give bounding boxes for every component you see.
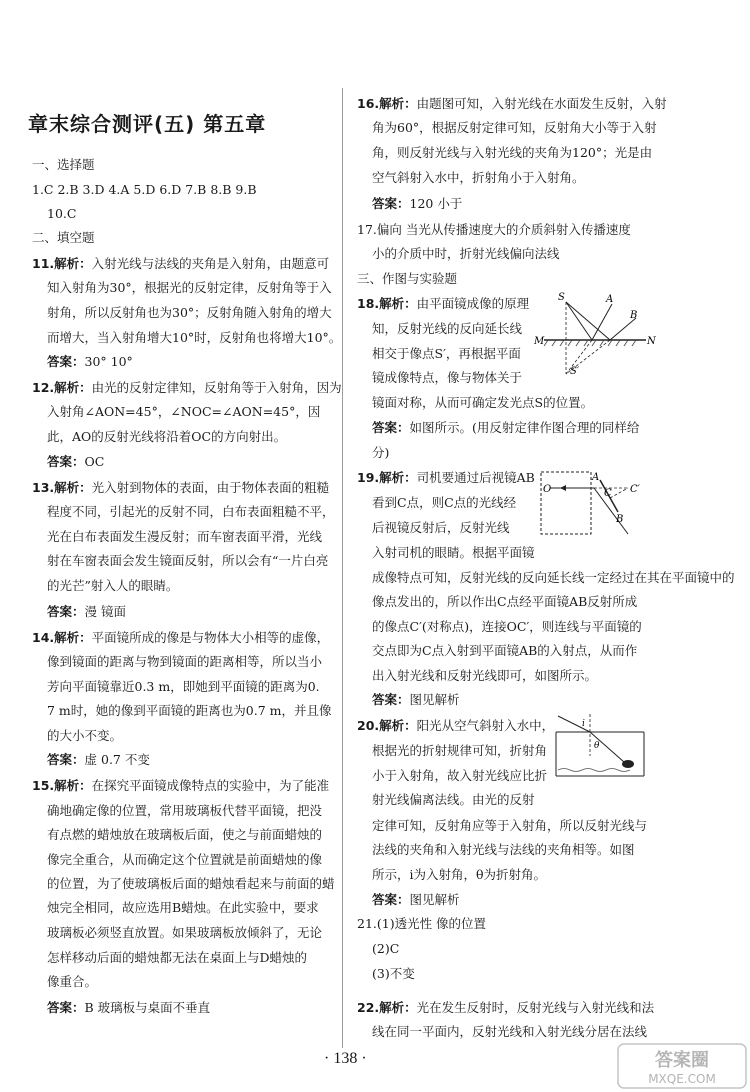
right-text-line: 答案：图见解析 <box>372 692 460 707</box>
fig19-label-c-prime: C′ <box>630 484 640 495</box>
page-number: · 138 · <box>324 1050 367 1067</box>
figure-18-mirror-diagram <box>534 288 656 376</box>
right-text-line: 交点即为C点入射到平面镜AB的入射点，从而作 <box>372 643 638 658</box>
right-text-line: 线在同一平面内，反射光线和入射光线分居在法线 <box>372 1024 648 1039</box>
left-text-line: 芳向平面镜靠近0.3 m，即她到平面镜的距离为0. <box>47 679 320 694</box>
left-text-line: 射在车窗表面会发生镜面反射，所以会有“一片白亮 <box>47 553 329 568</box>
watermark-top-text: 答案圈 <box>655 1050 709 1071</box>
left-text-line: 有点燃的蜡烛放在玻璃板后面，使之与前面蜡烛的 <box>47 827 323 842</box>
right-text-line: 小的介质中时，折射光线偏向法线 <box>372 246 560 261</box>
left-text-line: 7 m时，她的像到平面镜的距离也为0.7 m，并且像 <box>47 703 332 718</box>
fig18-label-s-prime: S′ <box>570 366 580 376</box>
left-text-line: 二、填空题 <box>32 230 95 245</box>
right-text-line: 角为60°，根据反射定律可知，反射角大小等于入射 <box>372 120 657 135</box>
left-text-line: 怎样移动后面的蜡烛都无法在桌面上与D蜡烛的 <box>47 950 308 965</box>
right-text-line: 相交于像点S′，再根据平面 <box>372 346 521 361</box>
right-text-line: 入射司机的眼睛。根据平面镜 <box>372 545 535 560</box>
right-text-line: 知，反射光线的反向延长线 <box>372 321 523 336</box>
right-text-line: 22.解析：光在发生反射时，反射光线与入射光线和法 <box>357 1000 655 1015</box>
right-text-line: 出入射光线和反射光线即可，如图所示。 <box>372 668 598 683</box>
fig20-label-theta: θ <box>594 741 600 751</box>
right-text-line: 答案：图见解析 <box>372 892 460 907</box>
fig18-label-b: B <box>630 310 638 321</box>
right-text-line: 定律可知，反射角应等于入射角，所以反射光线与 <box>372 818 648 833</box>
left-text-line: 像重合。 <box>47 974 98 989</box>
left-text-line: 14.解析：平面镜所成的像是与物体大小相等的虚像， <box>32 630 330 645</box>
left-text-line: 程度不同，引起光的反射不同，白布表面粗糙不平， <box>47 504 335 519</box>
left-text-line: 一、选择题 <box>32 157 95 172</box>
left-text-line: 12.解析：由光的反射定律知，反射角等于入射角，因为 <box>32 380 342 395</box>
left-text-line: 玻璃板必须竖直放置。如果玻璃板放倾斜了，无论 <box>47 925 323 940</box>
right-text-line: 的像点C′(对称点)，连接OC′，则连线与平面镜的 <box>372 619 642 634</box>
left-text-line: 确地确定像的位置，常用玻璃板代替平面镜，把没 <box>47 803 323 818</box>
left-text-line: 光在白布表面发生漫反射；而车窗表面平滑，光线 <box>47 529 323 544</box>
right-text-line: 三、作图与实验题 <box>357 271 458 286</box>
left-text-line: 烛完全相同，故应选用B蜡烛。在此实验中，要求 <box>47 900 319 915</box>
right-text-line: 21.(1)透光性 像的位置 <box>357 916 487 931</box>
fig18-label-n: N <box>647 336 656 347</box>
right-text-line: (3)不变 <box>372 966 415 981</box>
left-text-line: 答案：虚 0.7 不变 <box>47 752 150 767</box>
right-text-line: 根据光的折射规律可知，折射角 <box>372 743 548 758</box>
left-text-line: 15.解析：在探究平面镜成像特点的实验中，为了能准 <box>32 778 330 793</box>
left-text-line: 11.解析：入射光线与法线的夹角是入射角，由题意可 <box>32 256 330 271</box>
right-text-line: 答案：如图所示。(用反射定律作图合理的同样给 <box>372 420 640 435</box>
right-text-line: 小于入射角，故入射光线应比折 <box>372 768 548 783</box>
left-text-line: 1.C 2.B 3.D 4.A 5.D 6.D 7.B 8.B 9.B <box>32 182 257 197</box>
left-text-line: 射角，所以反射角也为30°；反射角随入射角的增大 <box>47 305 332 320</box>
right-text-line: 角，则反射光线与入射光线的夹角为120°；光是由 <box>372 145 653 160</box>
left-text-line: 答案：OC <box>47 454 105 469</box>
left-text-line: 此，AO的反射光线将沿着OC的方向射出。 <box>47 429 287 444</box>
fig19-label-a: A <box>592 472 600 483</box>
column-divider <box>342 88 343 1048</box>
right-text-line: 19.解析：司机要通过后视镜AB <box>357 470 535 485</box>
right-text-line: 镜成像特点，像与物体关于 <box>372 370 523 385</box>
right-text-line: 看到C点，则C点的光线经 <box>372 495 517 510</box>
left-text-line: 入射角∠AON=45°，∠NOC=∠AON=45°，因 <box>47 404 321 419</box>
left-text-line: 而增大，当入射角增大10°时，反射角也将增大10°。 <box>47 330 342 345</box>
watermark-logo <box>616 1042 748 1090</box>
fig20-label-i: i <box>582 719 585 729</box>
watermark-bottom-text: MXQE.COM <box>648 1072 716 1086</box>
right-text-line: 答案：120 小于 <box>372 196 463 211</box>
right-text-line: 后视镜反射后，反射光线 <box>372 520 510 535</box>
right-text-line: 射光线偏离法线。由光的反射 <box>372 792 535 807</box>
right-text-line: 16.解析：由题图可知，入射光线在水面发生反射，入射 <box>357 96 667 111</box>
right-text-line: 分) <box>372 445 390 460</box>
right-text-line: 像点发出的，所以作出C点经平面镜AB反射所成 <box>372 594 638 609</box>
left-text-line: 答案：B 玻璃板与桌面不垂直 <box>47 1000 211 1015</box>
right-text-line: 18.解析：由平面镜成像的原理 <box>357 296 530 311</box>
left-text-line: 知入射角为30°，根据光的反射定律，反射角等于入 <box>47 280 332 295</box>
fig18-label-a: A <box>606 294 614 305</box>
right-text-line: 空气斜射入水中，折射角小于入射角。 <box>372 170 585 185</box>
right-text-line: (2)C <box>372 941 400 956</box>
left-text-line: 的大小不变。 <box>47 728 123 743</box>
left-text-line: 答案：漫 镜面 <box>47 604 126 619</box>
fig19-label-o: O <box>543 484 552 495</box>
left-text-line: 答案：30° 10° <box>47 354 133 369</box>
right-text-line: 镜面对称，从而可确定发光点S的位置。 <box>372 395 594 410</box>
right-text-line: 法线的夹角和入射光线与法线的夹角相等。如图 <box>372 842 635 857</box>
figure-19-rearview-mirror-diagram <box>538 468 653 538</box>
fig18-label-m: M <box>534 336 545 347</box>
left-text-line: 像完全重合，从而确定这个位置就是前面蜡烛的像 <box>47 852 323 867</box>
figure-20-refraction-diagram <box>552 712 648 780</box>
fig19-label-c: C <box>604 488 612 499</box>
left-text-line: 10.C <box>47 206 77 221</box>
right-text-line: 17.偏向 当光从传播速度大的介质斜射入传播速度 <box>357 222 631 237</box>
left-text-line: 的位置，为了使玻璃板后面的蜡烛看起来与前面的蜡 <box>47 876 335 891</box>
fig18-label-s: S <box>558 292 565 303</box>
right-text-line: 所示，i为入射角，θ为折射角。 <box>372 867 547 882</box>
fig19-label-b: B <box>616 514 624 525</box>
left-text-line: 的光芒”射入人的眼睛。 <box>47 578 179 593</box>
page-title: 章末综合测评(五) 第五章 <box>28 112 267 136</box>
right-text-line: 成像特点可知，反射光线的反向延长线一定经过在其在平面镜中的 <box>372 570 735 585</box>
right-text-line: 20.解析：阳光从空气斜射入水中， <box>357 718 555 733</box>
left-text-line: 13.解析：光入射到物体的表面，由于物体表面的粗糙 <box>32 480 330 495</box>
left-text-line: 像到镜面的距离与物到镜面的距离相等，所以当小 <box>47 654 323 669</box>
